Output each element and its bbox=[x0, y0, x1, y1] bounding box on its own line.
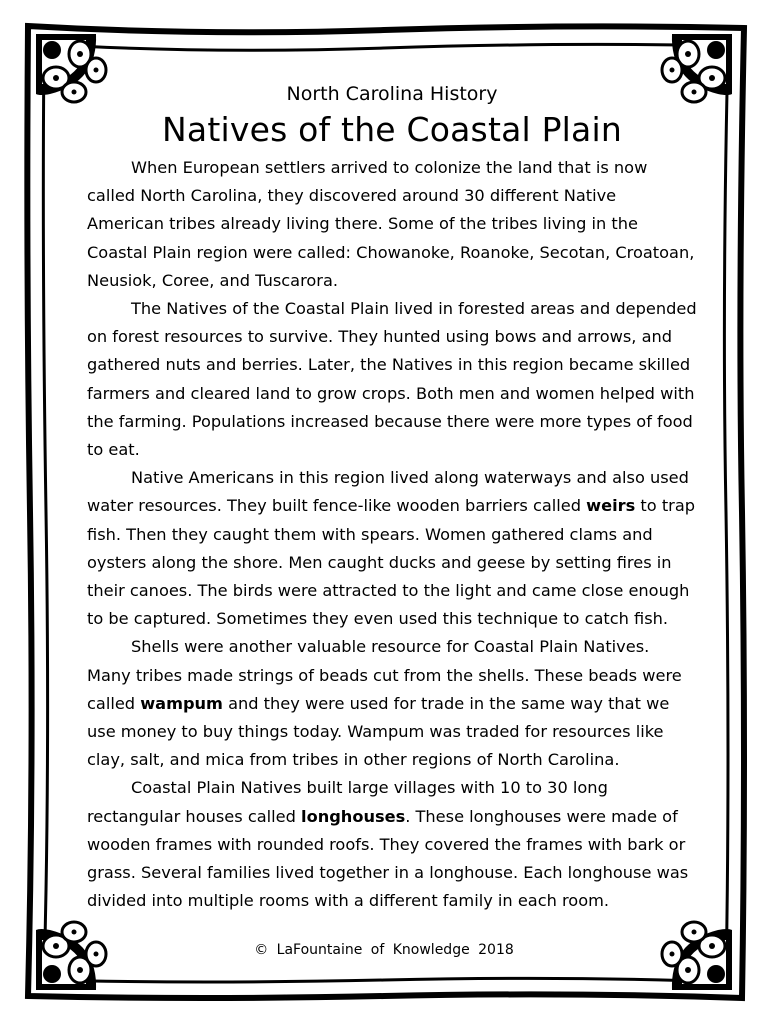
paragraph-5-text-before: Coastal Plain Natives built large villages with 10 to 30 long rectangular houses called bbox=[87, 778, 608, 826]
paragraph-3-text-before: Native Americans in this region lived along waterways and also used water resources. They built fence-like wooden barriers called bbox=[87, 468, 689, 516]
vocab-term-longhouses: longhouses bbox=[301, 806, 406, 826]
paragraph-3 bbox=[87, 464, 697, 633]
paragraph-4 bbox=[87, 633, 697, 774]
worksheet-content bbox=[87, 80, 697, 915]
page-subtitle: North Carolina History bbox=[286, 83, 498, 105]
paragraph-4-text-before: Shells were another valuable resource for Coastal Plain Natives. Many tribes made strings of beads cut from the shells. These beads were called bbox=[87, 637, 682, 713]
copyright-footer: © LaFountaine of Knowledge 2018 bbox=[254, 942, 514, 958]
page-title: Natives of the Coastal Plain bbox=[162, 110, 622, 149]
paragraph-5-text-after: . These longhouses were made of wooden frames with rounded roofs. They covered the frames with bark or grass. Several families lived together in a longhouse. Each longhouse was divided into multiple rooms with a different family in each room. bbox=[87, 806, 689, 911]
paragraph-5 bbox=[87, 774, 697, 915]
vocab-term-weirs: weirs bbox=[586, 496, 636, 516]
paragraph-2: The Natives of the Coastal Plain lived in forested areas and depended on forest resources to survive. They hunted using bows and arrows, and gathered nuts and berries. Later, the Natives in this region became skilled farmers and cleared land to grow crops. Both men and women helped with the farming. Populations increased because there were more types of food to eat. bbox=[87, 299, 697, 460]
vocab-term-wampum: wampum bbox=[140, 693, 223, 713]
paragraph-4-text-after: and they were used for trade in the same way that we use money to buy things today. Wampum was traded for resources like clay, salt, and mica from tribes in other regions of North Carolina. bbox=[87, 693, 670, 770]
paragraph-1: When European settlers arrived to colonize the land that is now called North Carolina, they discovered around 30 different Native American tribes already living there. Some of the tribes living in the Coastal Plain region were called: Chowanoke, Roanoke, Secotan, Croatoan, Neusiok, Coree, and Tuscarora. bbox=[87, 158, 695, 290]
paragraph-3-text-after: to trap fish. Then they caught them with spears. Women gathered clams and oysters along the shore. Men caught ducks and geese by setting fires in their canoes. The birds were attracted to the light and came close enough to be captured. Sometimes they even used this technique to catch fish. bbox=[87, 496, 696, 629]
